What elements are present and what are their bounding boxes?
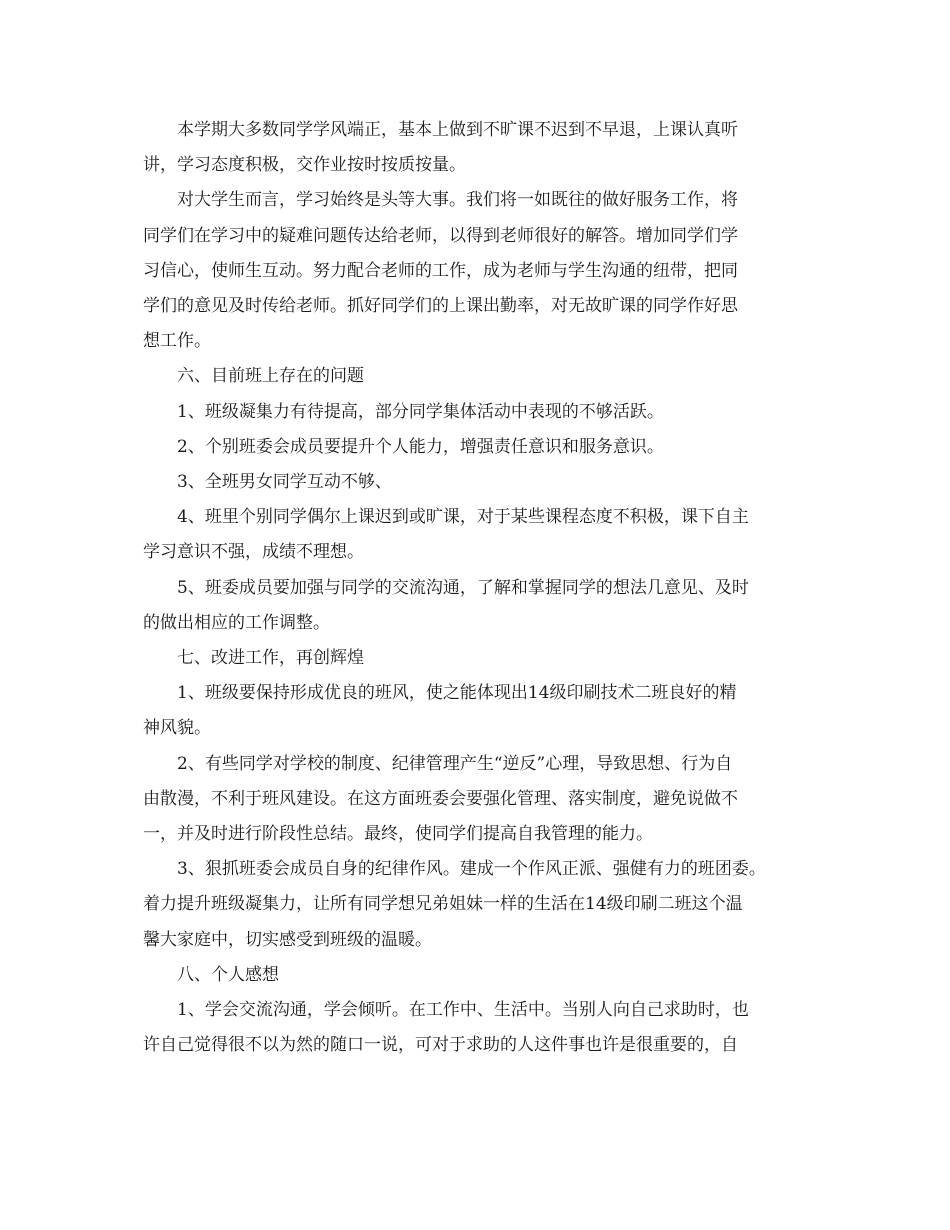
paragraph	[143, 359, 813, 394]
text-line: 5、班委成员要加强与同学的交流沟通，了解和掌握同学的想法几意见、及时	[177, 577, 749, 598]
text-line: 本学期大多数同学学风端正，基本上做到不旷课不迟到不早退，上课认真听	[177, 120, 738, 140]
text-line: 1、学会交流沟通，学会倾听。在工作中、生活中。当别人向自己求助时，也	[177, 1000, 749, 1021]
paragraph	[143, 500, 813, 570]
paragraph	[143, 183, 813, 359]
text-line: 1、班级要保持形成优良的班风，使之能体现出14级印刷技术二班良好的精	[177, 683, 737, 704]
paragraph	[143, 676, 813, 746]
text-line: 六、目前班上存在的问题	[177, 366, 364, 387]
text-line: 3、全班男女同学互动不够、	[177, 472, 392, 493]
text-line: 许自己觉得很不以为然的随口一说，可对于求助的人这件事也许是很重要的，自	[143, 1035, 738, 1056]
document-body	[143, 113, 813, 1063]
text-line: 想工作。	[143, 331, 211, 352]
text-line: 讲，学习态度积极，交作业按时按质按量。	[143, 155, 466, 176]
text-line: 的做出相应的工作调整。	[143, 612, 330, 633]
text-line: 对大学生而言，学习始终是头等大事。我们将一如既往的做好服务工作，将	[177, 190, 738, 211]
paragraph	[143, 465, 813, 500]
paragraph	[143, 395, 813, 430]
text-line: 2、个别班委会成员要提升个人能力，增强责任意识和服务意识。	[177, 436, 664, 457]
text-line: 2、有些同学对学校的制度、纪律管理产生“逆反”心理，导致思想、行为自	[177, 753, 733, 774]
text-line: 神风貌。	[143, 718, 211, 739]
text-line: 一，并及时进行阶段性总结。最终，使同学们提高自我管理的能力。	[143, 824, 653, 845]
paragraph	[143, 958, 813, 993]
paragraph	[143, 852, 813, 958]
text-line: 着力提升班级凝集力，让所有同学想兄弟姐妹一样的生活在14级印刷二班这个温	[143, 894, 743, 915]
text-line: 同学们在学习中的疑难问题传达给老师，以得到老师很好的解答。增加同学们学	[143, 225, 738, 246]
paragraph	[143, 113, 813, 183]
text-line: 馨大家庭中，切实感受到班级的温暖。	[143, 929, 432, 950]
text-line: 八、个人感想	[177, 964, 279, 985]
paragraph	[143, 641, 813, 676]
text-line: 3、狠抓班委会成员自身的纪律作风。建成一个作风正派、强健有力的班团委。	[177, 859, 766, 880]
text-line: 七、改进工作，再创辉煌	[177, 648, 364, 669]
paragraph	[143, 747, 813, 853]
paragraph	[143, 993, 813, 1063]
text-line: 4、班里个别同学偶尔上课迟到或旷课，对于某些课程态度不积极，课下自主	[177, 507, 749, 528]
paragraph	[143, 571, 813, 641]
text-line: 由散漫，不利于班风建设。在这方面班委会要强化管理、落实制度，避免说做不	[143, 788, 738, 809]
text-line: 学习意识不强，成绩不理想。	[143, 542, 364, 563]
text-line: 学们的意见及时传给老师。抓好同学们的上课出勤率，对无故旷课的同学作好思	[143, 296, 738, 317]
paragraph	[143, 430, 813, 465]
text-line: 1、班级凝集力有待提高，部分同学集体活动中表现的不够活跃。	[177, 401, 664, 422]
text-line: 习信心，使师生互动。努力配合老师的工作，成为老师与学生沟通的纽带，把同	[143, 260, 738, 281]
